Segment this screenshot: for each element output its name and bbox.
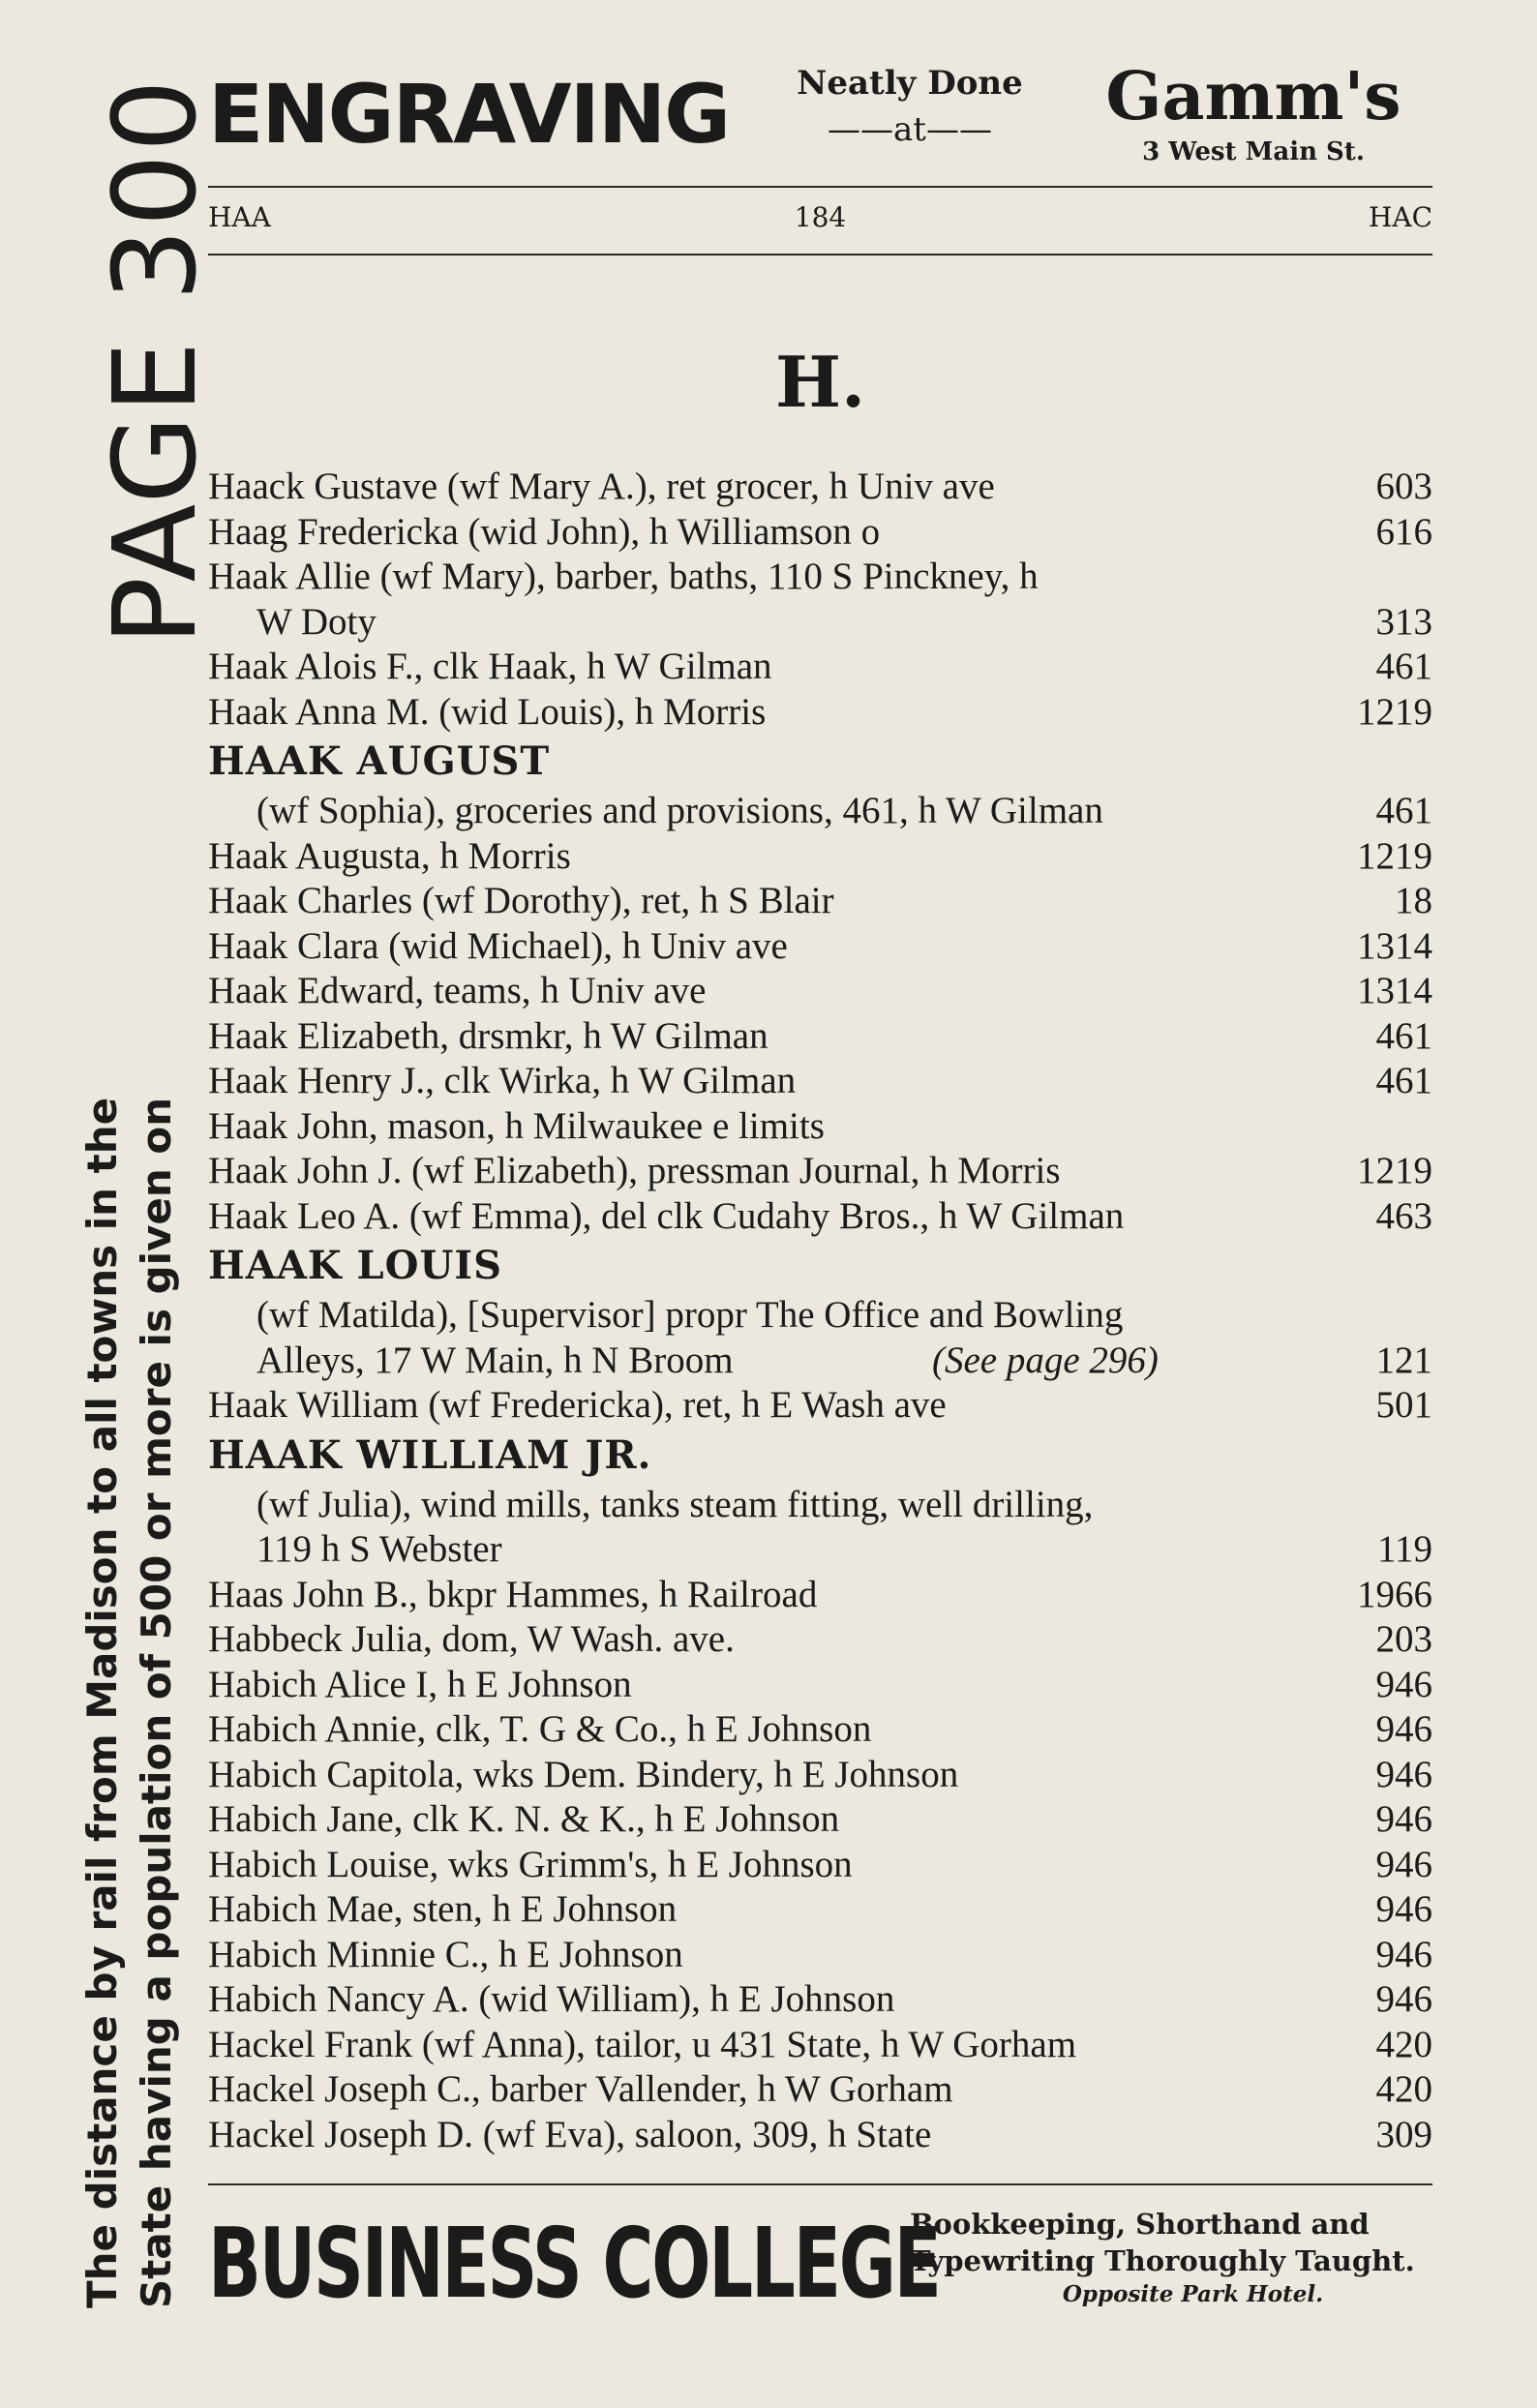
entry-text: HAAK LOUIS <box>208 1243 503 1288</box>
directory-entry <box>208 1194 1432 1240</box>
at-label: ——at—— <box>828 110 992 149</box>
entry-number: 946 <box>1375 1933 1432 1975</box>
entry-number: 203 <box>1375 1618 1432 1660</box>
directory-entry-heading <box>208 1239 1432 1293</box>
directory-entry <box>208 465 1432 510</box>
entry-text: (wf Matilda), [Supervisor] propr The Office and Bowling <box>256 1294 1124 1336</box>
directory-entry <box>208 2023 1432 2068</box>
directory-entry-heading <box>208 735 1432 789</box>
entry-text: Haag Fredericka (wid John), h Williamson o <box>208 510 881 553</box>
directory-entry <box>208 690 1432 736</box>
business-college-line3: Opposite Park Hotel. <box>1062 2281 1324 2307</box>
directory-entry <box>208 2067 1432 2113</box>
top-advertisement <box>208 58 1432 174</box>
entry-text: Haak Elizabeth, drsmkr, h W Gilman <box>208 1014 768 1057</box>
entry-text: HAAK AUGUST <box>208 738 551 784</box>
header-rule <box>208 254 1432 256</box>
business-college-line2: Typewriting Thoroughly Taught. <box>910 2244 1415 2277</box>
directory-entry <box>208 1149 1432 1194</box>
entry-text: Haas John B., bkpr Hammes, h Railroad <box>208 1573 818 1615</box>
entry-number: 946 <box>1375 1888 1432 1930</box>
entry-number: 463 <box>1375 1194 1432 1237</box>
directory-entry <box>208 1753 1432 1798</box>
engraving-heading: ENGRAVING <box>208 67 730 162</box>
directory-entry <box>208 1617 1432 1663</box>
entry-number: 1314 <box>1357 924 1432 967</box>
entry-text: Haak Augusta, h Morris <box>208 834 571 877</box>
entry-number: 461 <box>1375 1060 1432 1101</box>
bottom-rule <box>208 2183 1432 2185</box>
entry-number: 501 <box>1375 1384 1432 1426</box>
directory-entry <box>208 1483 1432 1528</box>
entry-number: 420 <box>1375 2023 1432 2065</box>
directory-entry <box>208 1707 1432 1753</box>
side-distance-line2: State having a population of 500 or more is given on <box>133 1097 180 2308</box>
entry-text: Hackel Joseph C., barber Vallender, h W Gorham <box>208 2068 953 2110</box>
directory-entry <box>208 600 1432 646</box>
directory-entry <box>208 1293 1432 1339</box>
directory-entry <box>208 2113 1432 2158</box>
entry-number: 119 <box>1376 1528 1432 1570</box>
entry-text: Hackel Frank (wf Anna), tailor, u 431 State, h W Gorham <box>208 2023 1077 2065</box>
entry-number: 946 <box>1375 1708 1432 1750</box>
directory-entry <box>208 1663 1432 1708</box>
directory-entry <box>208 834 1432 880</box>
business-college-line1: Bookkeeping, Shorthand and <box>910 2208 1370 2241</box>
entry-number: 1219 <box>1357 690 1432 733</box>
top-rule <box>208 186 1432 188</box>
entry-number: 121 <box>1375 1339 1432 1381</box>
entry-text: Haak John J. (wf Elizabeth), pressman Journal, h Morris <box>208 1150 1061 1191</box>
entry-text: HAAK WILLIAM JR. <box>208 1431 652 1478</box>
directory-listing <box>208 465 1432 2157</box>
directory-entry <box>208 1059 1432 1104</box>
entry-text: Haak Henry J., clk Wirka, h W Gilman <box>208 1060 797 1101</box>
entry-text: Haak Alois F., clk Haak, h W Gilman <box>208 646 772 687</box>
entry-number: 461 <box>1375 646 1432 687</box>
business-name: Gamm's <box>1105 58 1401 135</box>
entry-number: 313 <box>1375 600 1432 643</box>
directory-entry <box>208 1573 1432 1618</box>
section-letter: H. <box>774 341 866 423</box>
directory-entry <box>208 645 1432 690</box>
entry-text: Haak Edward, teams, h Univ ave <box>208 970 707 1011</box>
entry-text: Habich Capitola, wks Dem. Bindery, h E Johnson <box>208 1753 959 1795</box>
directory-entry <box>208 1843 1432 1888</box>
entry-number: 946 <box>1375 1798 1432 1840</box>
entry-number: 946 <box>1375 1663 1432 1705</box>
page-number: 184 <box>794 201 847 233</box>
running-head <box>208 201 1432 240</box>
entry-number: 1314 <box>1357 970 1432 1011</box>
running-head-right: HAC <box>1368 201 1432 233</box>
entry-number: 1219 <box>1357 1150 1432 1191</box>
entry-number: 603 <box>1375 466 1432 507</box>
entry-text: (wf Sophia), groceries and provisions, 461, h W Gilman <box>256 790 1103 831</box>
entry-note: (See page 296) <box>932 1339 1159 1381</box>
entry-text: Haak William (wf Fredericka), ret, h E Wash ave <box>208 1384 947 1426</box>
entry-number: 420 <box>1375 2068 1432 2110</box>
bottom-advertisement <box>208 2192 1432 2328</box>
directory-entry <box>208 789 1432 834</box>
directory-entry <box>208 1339 1432 1384</box>
directory-entry-heading <box>208 1429 1432 1483</box>
entry-number: 461 <box>1375 1014 1432 1057</box>
entry-text: Habich Minnie C., h E Johnson <box>208 1933 683 1975</box>
entry-number: 461 <box>1375 790 1432 831</box>
entry-number: 309 <box>1375 2113 1432 2155</box>
business-college-details <box>910 2206 1437 2310</box>
entry-number: 946 <box>1375 1843 1432 1885</box>
entry-number: 18 <box>1395 880 1432 921</box>
neatly-done-text <box>789 64 1031 149</box>
entry-text: W Doty <box>256 600 377 643</box>
directory-entry <box>208 1104 1432 1150</box>
directory-entry <box>208 1797 1432 1843</box>
entry-text: Habich Jane, clk K. N. & K., h E Johnson <box>208 1798 840 1840</box>
entry-text: Haak Clara (wid Michael), h Univ ave <box>208 924 788 967</box>
entry-number: 1219 <box>1357 834 1432 877</box>
entry-text: Habich Alice I, h E Johnson <box>208 1663 632 1705</box>
entry-text: (wf Julia), wind mills, tanks steam fitting, well drilling, <box>256 1483 1094 1525</box>
entry-text: Haak John, mason, h Milwaukee e limits <box>208 1104 825 1147</box>
entry-number: 1966 <box>1357 1573 1432 1615</box>
business-college-title: BUSINESS COLLEGE <box>208 2207 940 2320</box>
side-page-label: PAGE 300 <box>88 77 222 646</box>
entry-number: 946 <box>1375 1753 1432 1795</box>
entry-number: 946 <box>1375 1978 1432 2020</box>
entry-text: Alleys, 17 W Main, h N Broom <box>256 1339 734 1381</box>
neatly-done-label: Neatly Done <box>797 64 1023 103</box>
entry-text: Haak Anna M. (wid Louis), h Morris <box>208 690 767 733</box>
entry-text: 119 h S Webster <box>256 1528 502 1570</box>
directory-entry <box>208 924 1432 970</box>
directory-entry <box>208 969 1432 1014</box>
running-head-left: HAA <box>208 201 271 233</box>
entry-text: Habich Nancy A. (wid William), h E Johnson <box>208 1978 895 2020</box>
directory-entry <box>208 879 1432 924</box>
side-distance-ad <box>75 1002 196 2308</box>
side-page-ad <box>82 77 227 968</box>
directory-entry <box>208 1014 1432 1060</box>
side-distance-line1: The distance by rail from Madison to all towns in the <box>78 1097 126 2308</box>
entry-text: Haack Gustave (wf Mary A.), ret grocer, h Univ ave <box>208 466 995 507</box>
business-address: 3 West Main St. <box>1142 137 1365 166</box>
directory-entry <box>208 1933 1432 1978</box>
entry-text: Habich Mae, sten, h E Johnson <box>208 1888 678 1930</box>
directory-entry <box>208 510 1432 556</box>
entry-text: Hackel Joseph D. (wf Eva), saloon, 309, h State <box>208 2113 932 2155</box>
entry-number: 616 <box>1375 510 1432 553</box>
entry-text: Haak Leo A. (wf Emma), del clk Cudahy Bros., h W Gilman <box>208 1194 1125 1237</box>
directory-entry <box>208 555 1432 600</box>
directory-entry <box>208 1527 1432 1573</box>
directory-entry <box>208 1383 1432 1429</box>
entry-text: Habich Annie, clk, T. G & Co., h E Johnson <box>208 1708 872 1750</box>
directory-entry <box>208 1977 1432 2023</box>
entry-text: Habbeck Julia, dom, W Wash. ave. <box>208 1618 735 1660</box>
entry-text: Haak Charles (wf Dorothy), ret, h S Blair <box>208 880 834 921</box>
directory-entry <box>208 1887 1432 1933</box>
entry-text: Haak Allie (wf Mary), barber, baths, 110 S Pinckney, h <box>208 556 1039 597</box>
entry-text: Habich Louise, wks Grimm's, h E Johnson <box>208 1843 853 1885</box>
